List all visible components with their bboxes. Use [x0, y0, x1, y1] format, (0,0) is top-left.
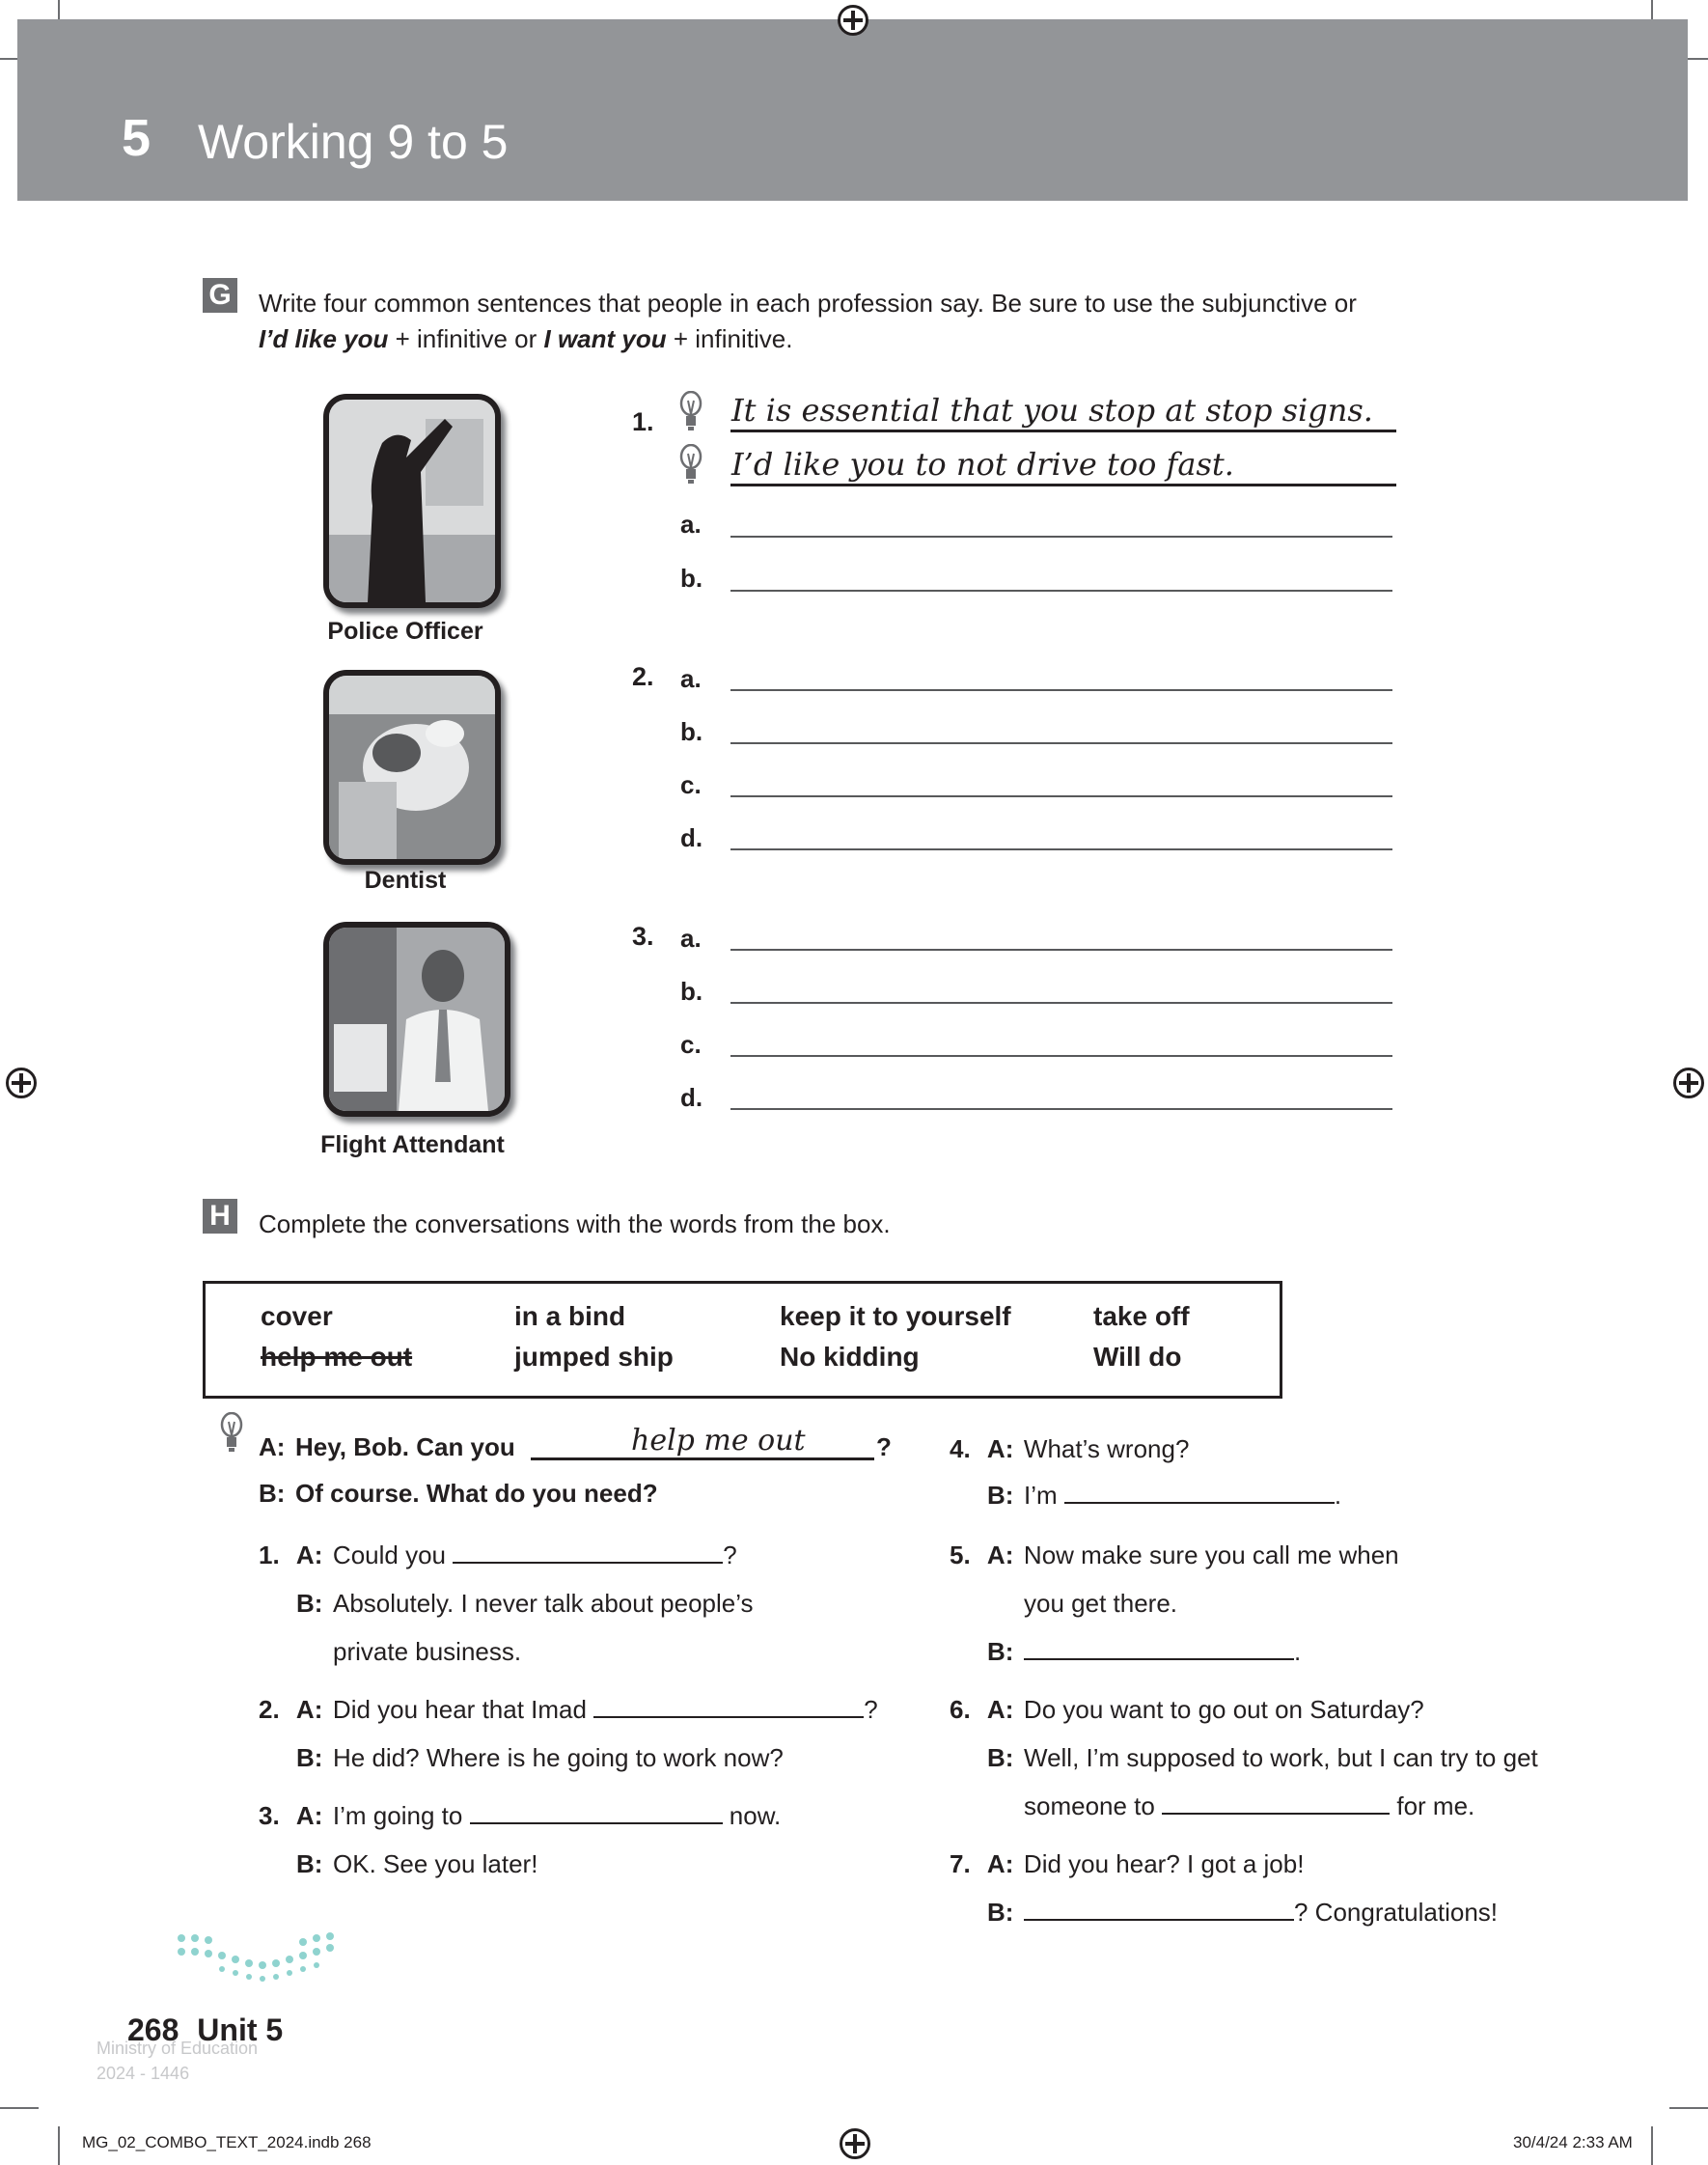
answer-line[interactable] — [730, 689, 1392, 691]
item-number: 3. — [259, 1801, 280, 1830]
conv-text: you get there. — [1024, 1589, 1177, 1618]
conv-text: ? — [723, 1540, 737, 1569]
conv-text: Hey, Bob. Can you — [295, 1432, 515, 1461]
example-line-a — [259, 1430, 515, 1463]
item-letter: d. — [680, 1083, 703, 1112]
profession-caption: Dentist — [364, 867, 447, 894]
conv-text: Could you — [332, 1540, 446, 1569]
unit-number: 5 — [122, 109, 152, 167]
item-number: 3. — [632, 922, 654, 951]
police-officer-photo — [323, 394, 501, 608]
speaker-a: A: — [986, 1540, 1014, 1569]
section-g-label: G — [203, 278, 237, 313]
instruction-text: Write four common sentences that people in each profession say. Be sure to use the subjunctive or — [259, 289, 1357, 318]
conv-item-4 — [950, 1432, 1189, 1465]
speaker-b: B: — [296, 1743, 323, 1772]
example-answer: I’d like you to not drive too fast. — [731, 446, 1234, 483]
word-box-item: in a bind — [514, 1301, 626, 1331]
section-h-instruction: Complete the conversations with the words from the box. — [259, 1209, 891, 1238]
conv-item-3 — [259, 1799, 781, 1832]
word-box-item: cover — [261, 1301, 333, 1331]
item-letter: a. — [680, 924, 702, 953]
item-number: 2. — [632, 662, 654, 691]
word-box-item: No kidding — [780, 1342, 920, 1372]
conv-text: . — [1334, 1481, 1342, 1510]
example-line-b — [259, 1477, 658, 1510]
answer-line[interactable] — [730, 1002, 1392, 1004]
speaker-b: B: — [987, 1743, 1014, 1772]
item-number: 5. — [950, 1540, 971, 1569]
conv-item-6 — [950, 1693, 1424, 1726]
answer-blank[interactable] — [593, 1693, 864, 1718]
lightbulb-icon — [679, 444, 702, 486]
conv-text: ? Congratulations! — [1294, 1898, 1499, 1927]
conv-text: someone to — [1024, 1791, 1155, 1820]
conv-item-2-b — [296, 1741, 784, 1774]
registration-mark-icon — [6, 1068, 37, 1098]
answer-line[interactable] — [730, 536, 1392, 538]
word-box-item: take off — [1093, 1301, 1190, 1331]
conv-item-2 — [259, 1693, 878, 1726]
item-letter: a. — [680, 510, 702, 539]
profession-caption: Flight Attendant — [320, 1131, 505, 1158]
answer-blank[interactable] — [1064, 1479, 1335, 1504]
instruction-text: + infinitive. — [666, 324, 793, 353]
answer-blank[interactable] — [1024, 1896, 1294, 1921]
example-answer: It is essential that you stop at stop signs. — [731, 392, 1373, 429]
conv-text: Do you want to go out on Saturday? — [1023, 1695, 1424, 1724]
conv-item-6-b2 — [1024, 1790, 1474, 1822]
answer-blank[interactable] — [1024, 1635, 1294, 1660]
file-slug: MG_02_COMBO_TEXT_2024.indb 268 — [82, 2133, 372, 2151]
conv-text: Well, I’m supposed to work, but I can try to get — [1024, 1743, 1538, 1772]
section-g-instruction — [259, 286, 1455, 357]
speaker-a: A: — [295, 1540, 323, 1569]
speaker-a: A: — [259, 1432, 286, 1461]
speaker-b: B: — [296, 1589, 323, 1618]
crop-mark — [0, 2107, 39, 2109]
example-end: ? — [876, 1432, 892, 1461]
item-letter: b. — [680, 717, 703, 746]
speaker-b: B: — [987, 1898, 1014, 1927]
conv-text: He did? Where is he going to work now? — [333, 1743, 784, 1772]
word-box — [203, 1281, 1282, 1399]
speaker-a: A: — [295, 1801, 323, 1830]
lightbulb-icon — [220, 1412, 243, 1455]
answer-line[interactable] — [730, 795, 1392, 797]
conv-item-7 — [950, 1847, 1304, 1880]
crop-mark — [1651, 2126, 1653, 2165]
conv-text: OK. See you later! — [333, 1849, 538, 1878]
unit-title: Working 9 to 5 — [198, 115, 509, 169]
answer-line — [730, 430, 1396, 432]
conv-text: private business. — [333, 1637, 522, 1666]
registration-mark-icon — [1673, 1068, 1704, 1098]
conv-text: Of course. What do you need? — [295, 1479, 658, 1508]
section-h-label: H — [203, 1199, 237, 1234]
registration-mark-icon — [840, 2128, 870, 2159]
conv-text: . — [1294, 1637, 1302, 1666]
conv-item-4-b — [987, 1479, 1341, 1512]
answer-line — [531, 1457, 874, 1460]
item-letter: c. — [680, 1030, 702, 1059]
flight-attendant-photo — [323, 922, 510, 1117]
answer-blank[interactable] — [453, 1539, 723, 1564]
conv-text: Did you hear? I got a job! — [1023, 1849, 1305, 1878]
crop-mark — [58, 2126, 60, 2165]
speaker-a: A: — [986, 1434, 1014, 1463]
conv-text: I’m going to — [332, 1801, 463, 1830]
speaker-b: B: — [296, 1849, 323, 1878]
answer-blank[interactable] — [470, 1799, 723, 1824]
answer-line[interactable] — [730, 1055, 1392, 1057]
answer-line[interactable] — [730, 1108, 1392, 1110]
item-number: 1. — [632, 407, 654, 436]
conv-text: ? — [864, 1695, 878, 1724]
instruction-emphasis: I want you — [543, 324, 667, 353]
answer-line[interactable] — [730, 590, 1392, 592]
ministry-year: 2024 - 1446 — [96, 2064, 190, 2083]
conv-item-1 — [259, 1539, 737, 1571]
unit-label: Unit 5 — [197, 2012, 284, 2047]
item-letter: d. — [680, 823, 703, 852]
speaker-b: B: — [259, 1479, 286, 1508]
answer-line[interactable] — [730, 848, 1392, 850]
item-letter: a. — [680, 664, 702, 693]
conv-item-1-b — [296, 1587, 754, 1620]
dentist-photo — [323, 670, 501, 865]
lightbulb-icon — [679, 391, 702, 433]
conv-text: I’m — [1024, 1481, 1058, 1510]
conv-text: Now make sure you call me when — [1023, 1540, 1399, 1569]
page-number: 268 — [127, 2012, 179, 2047]
instruction-text: + infinitive or — [388, 324, 544, 353]
answer-blank[interactable] — [1162, 1790, 1390, 1815]
conv-text: Did you hear that Imad — [332, 1695, 587, 1724]
conv-text: now. — [729, 1801, 782, 1830]
ministry-logo-icon — [174, 1930, 347, 1988]
registration-mark-icon — [838, 5, 868, 36]
header-band — [17, 19, 1688, 201]
item-number: 7. — [950, 1849, 971, 1878]
speaker-b: B: — [987, 1481, 1014, 1510]
speaker-b: B: — [987, 1637, 1014, 1666]
conv-text: for me. — [1396, 1791, 1475, 1820]
item-number: 4. — [950, 1434, 971, 1463]
profession-caption: Police Officer — [327, 618, 483, 645]
file-timestamp: 30/4/24 2:33 AM — [1513, 2133, 1633, 2151]
conv-item-3-b — [296, 1847, 537, 1880]
word-box-item-used: help me out — [261, 1342, 413, 1372]
conv-item-7-b — [987, 1896, 1498, 1929]
word-box-item: keep it to yourself — [780, 1301, 1011, 1331]
item-letter: c. — [680, 770, 702, 799]
answer-line[interactable] — [730, 949, 1392, 951]
conv-text: What’s wrong? — [1023, 1434, 1190, 1463]
conv-item-6-b — [987, 1741, 1538, 1774]
conv-item-5-b — [987, 1635, 1301, 1668]
example-answer: help me out — [631, 1424, 806, 1457]
speaker-a: A: — [986, 1695, 1014, 1724]
word-box-item: jumped ship — [514, 1342, 674, 1372]
item-letter: b. — [680, 977, 703, 1006]
item-letter: b. — [680, 564, 703, 593]
item-number: 6. — [950, 1695, 971, 1724]
conv-text: Absolutely. I never talk about people’s — [333, 1589, 754, 1618]
ministry-label: Ministry of Education — [96, 2039, 259, 2058]
instruction-emphasis: I’d like you — [259, 324, 389, 353]
word-box-item: Will do — [1093, 1342, 1182, 1372]
speaker-a: A: — [986, 1849, 1014, 1878]
speaker-a: A: — [295, 1695, 323, 1724]
item-number: 1. — [259, 1540, 280, 1569]
answer-line — [730, 484, 1396, 486]
answer-line[interactable] — [730, 742, 1392, 744]
crop-mark — [1669, 2107, 1708, 2109]
conv-item-5 — [950, 1539, 1399, 1571]
item-number: 2. — [259, 1695, 280, 1724]
